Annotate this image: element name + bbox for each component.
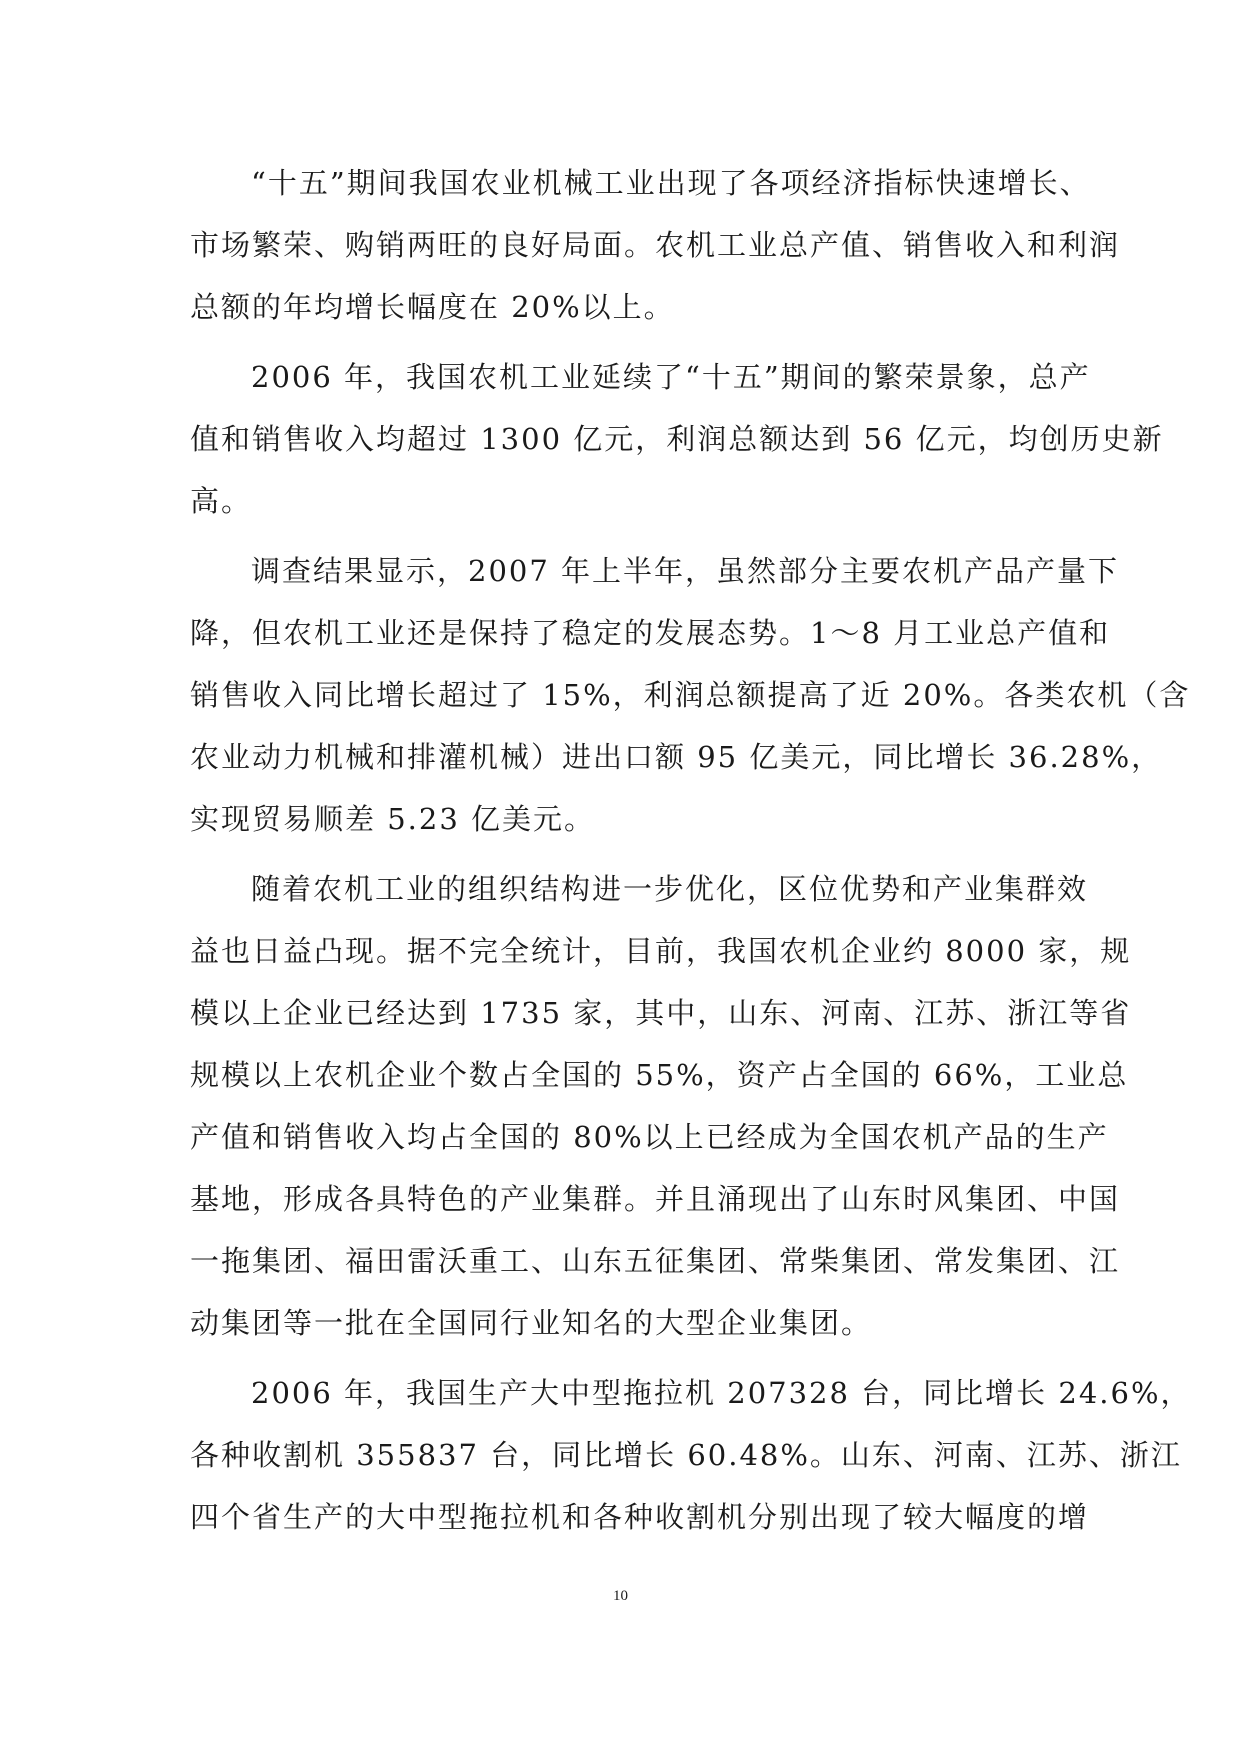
text-line: 市场繁荣、购销两旺的良好局面。农机工业总产值、销售收入和利润 [190,228,1121,262]
body-text [190,152,1192,1548]
text-line: 规模以上农机企业个数占全国的 55%，资产占全国的 66%，工业总 [190,1058,1129,1092]
text-line: 模以上企业已经达到 1735 家，其中，山东、河南、江苏、浙江等省 [190,996,1132,1030]
text-line: 调查结果显示，2007 年上半年，虽然部分主要农机产品产量下 [251,554,1120,588]
text-line: 基地，形成各具特色的产业集群。并且涌现出了山东时风集团、中国 [190,1182,1121,1216]
text-line: 2006 年，我国生产大中型拖拉机 207328 台，同比增长 24.6%， [251,1376,1192,1410]
text-line: 实现贸易顺差 5.23 亿美元。 [190,802,596,836]
page-number: 10 [613,1588,628,1604]
text-line: 2006 年，我国农机工业延续了“十五”期间的繁荣景象，总产 [251,360,1091,394]
text-line: 总额的年均增长幅度在 20%以上。 [190,290,675,324]
paragraph [190,346,1164,532]
text-line: 农业动力机械和排灌机械）进出口额 95 亿美元，同比增长 36.28%， [190,740,1163,774]
text-line: 高。 [190,484,253,518]
paragraph [190,1362,1192,1548]
text-line: 动集团等一批在全国同行业知名的大型企业集团。 [190,1306,873,1340]
text-line: 产值和销售收入均占全国的 80%以上已经成为全国农机产品的生产 [190,1120,1109,1154]
text-line: 值和销售收入均超过 1300 亿元，利润总额达到 56 亿元，均创历史新 [190,422,1164,456]
text-line: 益也日益凸现。据不完全统计，目前，我国农机企业约 8000 家，规 [190,934,1132,968]
text-line: 一拖集团、福田雷沃重工、山东五征集团、常柴集团、常发集团、江 [190,1244,1121,1278]
text-line: 各种收割机 355837 台，同比增长 60.48%。山东、河南、江苏、浙江 [190,1438,1182,1472]
text-line: 四个省生产的大中型拖拉机和各种收割机分别出现了较大幅度的增 [190,1500,1090,1534]
text-line: 随着农机工业的组织结构进一步优化，区位优势和产业集群效 [251,872,1089,906]
text-line: “十五”期间我国农业机械工业出现了各项经济指标快速增长、 [251,166,1091,200]
paragraph [190,152,1121,338]
text-line: 销售收入同比增长超过了 15%，利润总额提高了近 20%。各类农机（含 [190,678,1191,712]
text-line: 降，但农机工业还是保持了稳定的发展态势。1～8 月工业总产值和 [190,616,1111,650]
paragraph [190,540,1191,850]
paragraph [190,858,1132,1354]
